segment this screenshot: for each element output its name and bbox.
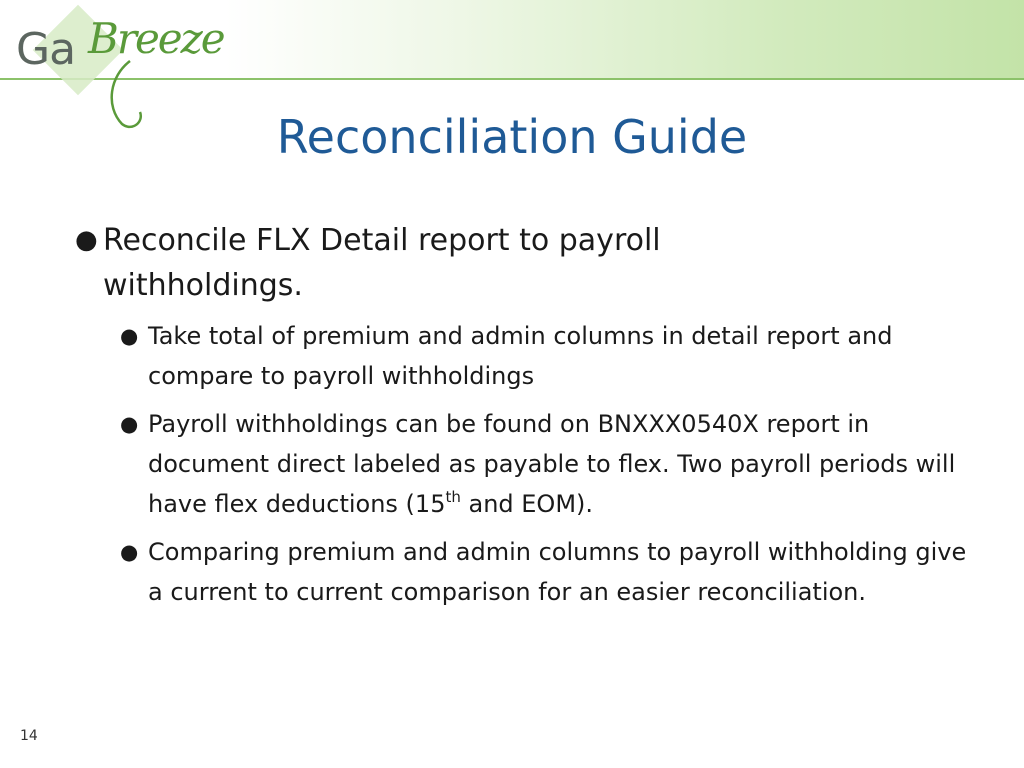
slide-title: Reconciliation Guide bbox=[276, 110, 748, 164]
page-number: 14 bbox=[20, 728, 38, 744]
bullet-icon: ● bbox=[120, 324, 139, 348]
slide-body bbox=[75, 218, 975, 620]
bullet-main-text: Reconcile FLX Detail report to payroll withholdings. bbox=[103, 223, 661, 303]
sub-bullet-text: Payroll withholdings can be found on BNXXX0540X report in document direct labeled as payable to flex. Two payroll periods will have flex deductions (15 bbox=[148, 410, 956, 518]
sub-bullet bbox=[120, 316, 968, 396]
bullet-level-1 bbox=[75, 218, 823, 308]
superscript-th: th bbox=[445, 488, 461, 506]
sub-bullet bbox=[120, 404, 968, 524]
logo-text-ga: Ga bbox=[16, 24, 76, 75]
bullet-icon: ● bbox=[120, 412, 139, 436]
sub-bullet-text: Comparing premium and admin columns to payroll withholding give a current to current comparison for an easier reconciliation. bbox=[148, 538, 967, 606]
sub-bullet bbox=[120, 532, 968, 612]
sub-bullet-tail: and EOM). bbox=[460, 490, 594, 518]
sub-bullet-text: Take total of premium and admin columns in detail report and compare to payroll withholdings bbox=[148, 322, 893, 390]
bullet-icon: ● bbox=[120, 540, 139, 564]
bullet-icon: ● bbox=[75, 225, 98, 255]
logo-text-breeze: Breeze bbox=[88, 14, 224, 63]
